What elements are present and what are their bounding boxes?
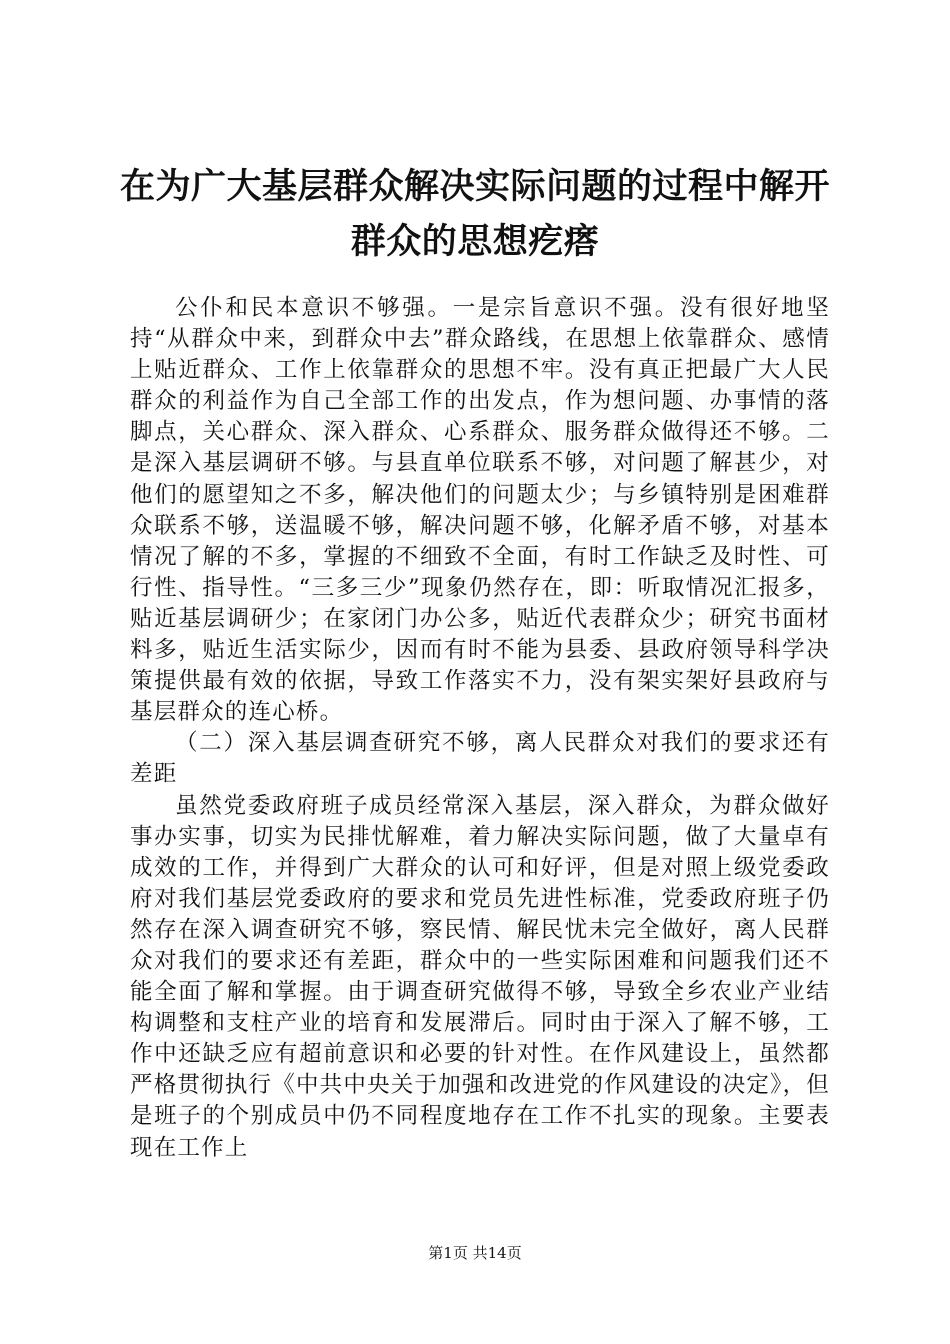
document-title — [118, 160, 832, 270]
document-body — [130, 293, 830, 1164]
page-footer: 第1页 共14页 — [428, 1244, 522, 1262]
title-line-1: 在为广大基层群众解决实际问题的过程中解开 — [119, 167, 830, 207]
paragraph-3: 虽然党委政府班子成员经常深入基层，深入群众，为群众做好事办实事，切实为民排忧解难，着力解决实际问题，做了大量卓有成效的工作，并得到广大群众的认可和好评，但是对照上级党委政府对我们基层党委政府的要求和党员先进性标准，党委政府班子仍然存在深入调查研究不够，察民情、解民忧未完全做好，离人民群众对我们的要求还有差距，群众中的一些实际困难和问题我们还不能全面了解和掌握。由于调查研究做得不够，导致全乡农业产业结构调整和支柱产业的培育和发展滞后。同时由于深入了解不够，工作中还缺乏应有超前意识和必要的针对性。在作风建设上，虽然都严格贯彻执行《中共中央关于加强和改进党的作风建设的决定》，但是班子的个别成员中仍不同程度地存在工作不扎实的现象。主要表现在工作上 — [130, 792, 830, 1161]
paragraph-1: 公仆和民本意识不够强。一是宗旨意识不强。没有很好地坚持“从群众中来，到群众中去”群众路线，在思想上依靠群众、感情上贴近群众、工作上依靠群众的思想不牢。没有真正把最广大人民群众的利益作为自己全部工作的出发点，作为想问题、办事情的落脚点，关心群众、深入群众、心系群众、服务群众做得还不够。二是深入基层调研不够。与县直单位联系不够，对问题了解甚少，对他们的愿望知之不多，解决他们的问题太少；与乡镇特别是困难群众联系不够，送温暖不够，解决问题不够，化解矛盾不够，对基本情况了解的不多，掌握的不细致不全面，有时工作缺乏及时性、可行性、指导性。“三多三少”现象仍然存在，即：听取情况汇报多，贴近基层调研少；在家闭门办公多，贴近代表群众少；研究书面材料多，贴近生活实际少，因而有时不能为县委、县政府领导科学决策提供最有效的依据，导致工作落实不力，没有架实架好县政府与基层群众的连心桥。 — [130, 295, 830, 726]
paragraph-2-heading: （二）深入基层调查研究不够，离人民群众对我们的要求还有差距 — [130, 730, 830, 788]
title-line-2: 群众的思想疙瘩 — [350, 222, 600, 262]
